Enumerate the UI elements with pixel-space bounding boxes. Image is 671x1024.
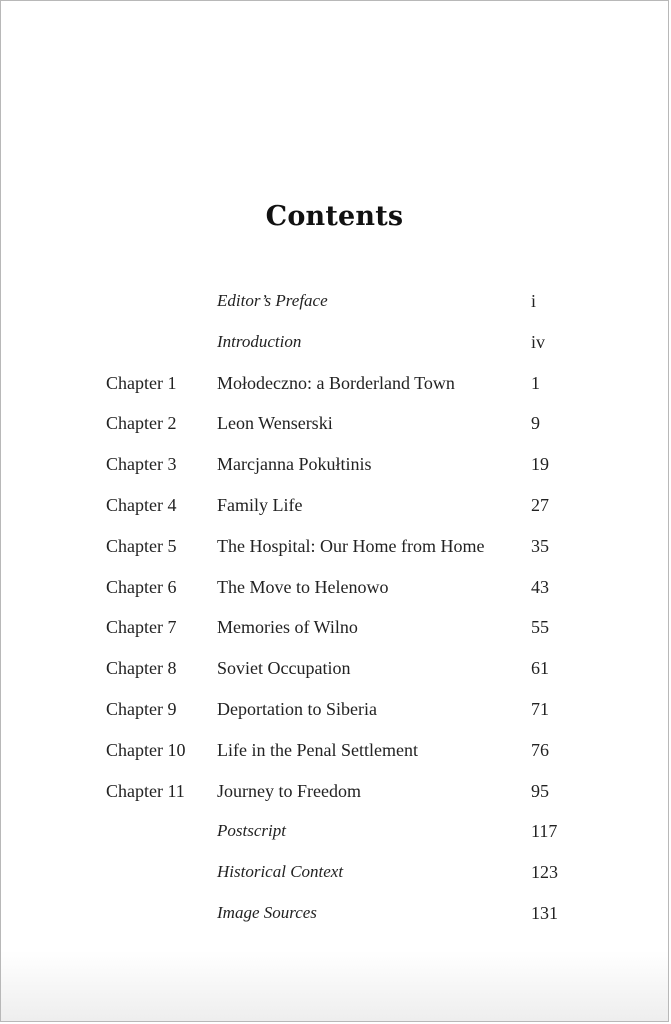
toc-row[interactable] [1,530,668,571]
toc-row[interactable] [1,734,668,775]
chapter-label: Chapter 5 [106,535,177,556]
toc-row[interactable] [1,856,668,897]
entry-title: Mołodeczno: a Borderland Town [217,372,455,393]
entry-title: Memories of Wilno [217,617,358,638]
page-number: 76 [531,739,549,760]
chapter-label: Chapter 2 [106,413,177,434]
entry-title: Editor’s Preface [217,291,328,310]
page-number: iv [531,331,546,352]
chapter-label: Chapter 7 [106,617,177,638]
entry-title: The Move to Helenowo [217,576,389,597]
toc-row[interactable] [1,489,668,530]
toc-row[interactable] [1,407,668,448]
page-number: 55 [531,617,549,638]
toc-row[interactable] [1,693,668,734]
entry-title: Journey to Freedom [217,780,361,801]
entry-title: Postscript [217,821,286,841]
entry-title: Introduction [217,331,302,351]
chapter-label: Chapter 10 [106,739,186,760]
table-of-contents [1,285,668,938]
chapter-label: Chapter 6 [106,576,177,597]
chapter-label: Chapter 4 [106,494,177,515]
entry-title: The Hospital: Our Home from Home [217,535,485,556]
page-number: 1 [531,372,540,393]
entry-title: Leon Wenserski [217,413,333,434]
page-number: 27 [531,494,549,515]
toc-row[interactable] [1,775,668,816]
toc-row[interactable] [1,571,668,612]
toc-row[interactable] [1,611,668,652]
entry-title: Life in the Penal Settlement [217,739,418,760]
page-bottom-shadow [1,951,668,1021]
page-number: 131 [531,902,558,923]
page-number: 123 [531,862,558,883]
page-number: 35 [531,535,549,556]
chapter-label: Chapter 9 [106,698,177,719]
page-number: i [531,291,537,311]
chapter-label: Chapter 11 [106,780,185,801]
page-number: 117 [531,821,558,842]
entry-title: Family Life [217,494,303,515]
entry-title: Image Sources [217,902,317,922]
toc-row[interactable] [1,448,668,489]
entry-title: Historical Context [217,862,344,882]
page-number: 71 [531,698,549,719]
toc-row[interactable] [1,367,668,408]
page-number: 19 [531,454,549,475]
page-number: 9 [531,413,540,434]
page-number: 61 [531,658,549,679]
toc-row[interactable] [1,897,668,938]
page-number: 95 [531,780,549,801]
chapter-label: Chapter 1 [106,372,177,393]
toc-row[interactable] [1,326,668,367]
toc-row[interactable] [1,285,668,326]
chapter-label: Chapter 8 [106,658,177,679]
entry-title: Soviet Occupation [217,658,351,679]
chapter-label: Chapter 3 [106,454,177,475]
entry-title: Deportation to Siberia [217,698,377,719]
toc-row[interactable] [1,652,668,693]
contents-title: Contents [265,201,404,232]
toc-row[interactable] [1,815,668,856]
page-number: 43 [531,576,549,597]
entry-title: Marcjanna Pokułtinis [217,454,372,475]
